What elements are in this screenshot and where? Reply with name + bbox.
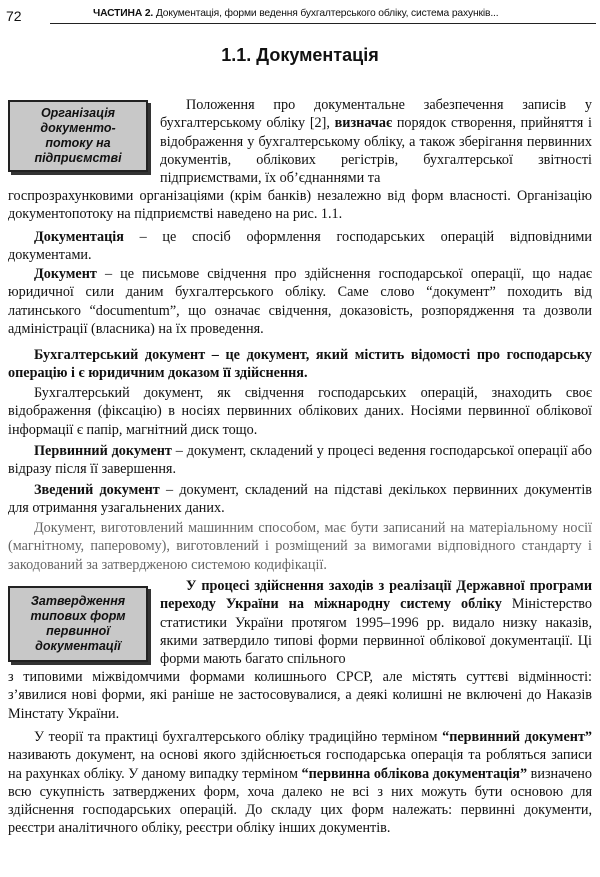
sidebar-line: первинної <box>46 624 110 638</box>
term: Зведений документ <box>34 482 160 498</box>
paragraph-primary-doc: Первинний документ – документ, складений у процесі ведення господарської операції або відразу після її завершення. <box>8 443 593 478</box>
paragraph-accounting-doc: Бухгалтерський документ, як свідчення господарських операцій, знаходить своє відображення (фіксацію) в носіях первинних облікових даних. Носіями первинної облікової інформації є папір, магнітний диск тощо. <box>8 385 592 438</box>
paragraph-definition: Бухгалтерський документ – це документ, який містить відомості про господарську операцію і є юридичним доказом її здійснення. <box>8 347 592 382</box>
chapter-title: Документація, форми ведення бухгалтерського обліку, система рахунків... <box>155 8 499 19</box>
page-number: 72 <box>6 8 22 24</box>
emphasis: визначає <box>334 115 393 132</box>
term: “первинна облікова документація” <box>301 765 528 782</box>
header-rule <box>50 23 596 24</box>
sidebar-line: документо- <box>40 121 116 135</box>
term: “первинний документ” <box>442 729 593 745</box>
paragraph-document: Документ – це письмове свідчення про здійснення господарської операції, що надає юридичної сили даним бухгалтерського обліку. Саме слово “документ” походить від латинського “documentum”, що означає свідчення, доказовість, розпорядження та дозволи адміністрації (власника) на їх проведення. <box>8 266 592 337</box>
running-title <box>93 8 498 19</box>
term: Документація <box>34 229 124 245</box>
sidebar-line: Організація <box>40 106 116 120</box>
paragraph-documentation: Документація – це спосіб оформлення господарських операцій відповідними документами. <box>8 229 592 264</box>
sidebar-note-standard-forms <box>8 586 148 662</box>
term: Первинний документ <box>34 443 172 459</box>
paragraph-summary-doc: Зведений документ – документ, складений на підставі декількох первинних документів для отримання узагальнених даних. <box>8 482 593 517</box>
sidebar-line: документації <box>35 639 121 653</box>
sidebar-line: Затвердження <box>30 594 126 608</box>
paragraph-machine-doc: Документ, виготовлений машинним способом, має бути записаний на матеріальному носії (магнітному, паперовому), виготовлений і розміщений за вимогами відповідного стандарту і закодований за затвердженою системою кодифікації. <box>8 520 592 573</box>
page-header <box>0 0 600 26</box>
chapter-label: ЧАСТИНА 2. <box>93 8 154 19</box>
paragraph-program-cont: з типовими міжвідомчими формами колишнього СРСР, але містять суттєві відмінності: з’явилися нові форми, які раніше не застосовувалися, а деякі колишні не включені до Наказів Мінстату України. <box>8 669 592 722</box>
section-title: 1.1. Документація <box>221 45 379 65</box>
sidebar-note-document-flow <box>8 100 148 172</box>
emphasis: У процесі здійснення заходів з реалізації Державної програми переходу України на міжнародну систему обліку <box>160 578 592 613</box>
sidebar-line: підприємстві <box>34 151 122 165</box>
sidebar-line: типових форм <box>30 609 126 623</box>
term: Документ <box>34 266 97 282</box>
paragraph-1: Положення про документальне забезпечення записів у бухгалтерському обліку [2], визначає порядок створення, прийняття і відображення у бухгалтерському обліку, а також зберігання первинних документів, облікових регістрів, бухгалтерської звітності підприємствами, їх об’єднаннями та <box>160 97 592 187</box>
paragraph-1-cont: госпрозрахунковими організаціями (крім банків) незалежно від форм власності. Організацію документопотоку на підприємстві наведено на рис. 1.1. <box>8 188 592 223</box>
paragraph-program: У процесі здійснення заходів з реалізації Державної програми переходу України на міжнародну систему обліку Міністерство статистики України протягом 1995–1996 рр. видало низку наказів, якими затвердило типові форми первинної облікової документації. Ці форми мають багато спільного <box>160 578 593 668</box>
paragraph-theory: У теорії та практиці бухгалтерського обліку традиційно терміном “первинний документ” називають документ, на основі якого здійснюється господарська операція та робляться записи на рахунках обліку. У даному випадку терміном “первинна облікова документація” визначено всю сукупність затверджених форм, хоча далеко не всі з них можуть бути основою для здійснення господарських операцій. До складу цих форм належать: первинні документи, реєстри аналітичного обліку, реєстри обліку інших документів. <box>8 729 593 837</box>
sidebar-line: потоку на <box>45 136 111 150</box>
